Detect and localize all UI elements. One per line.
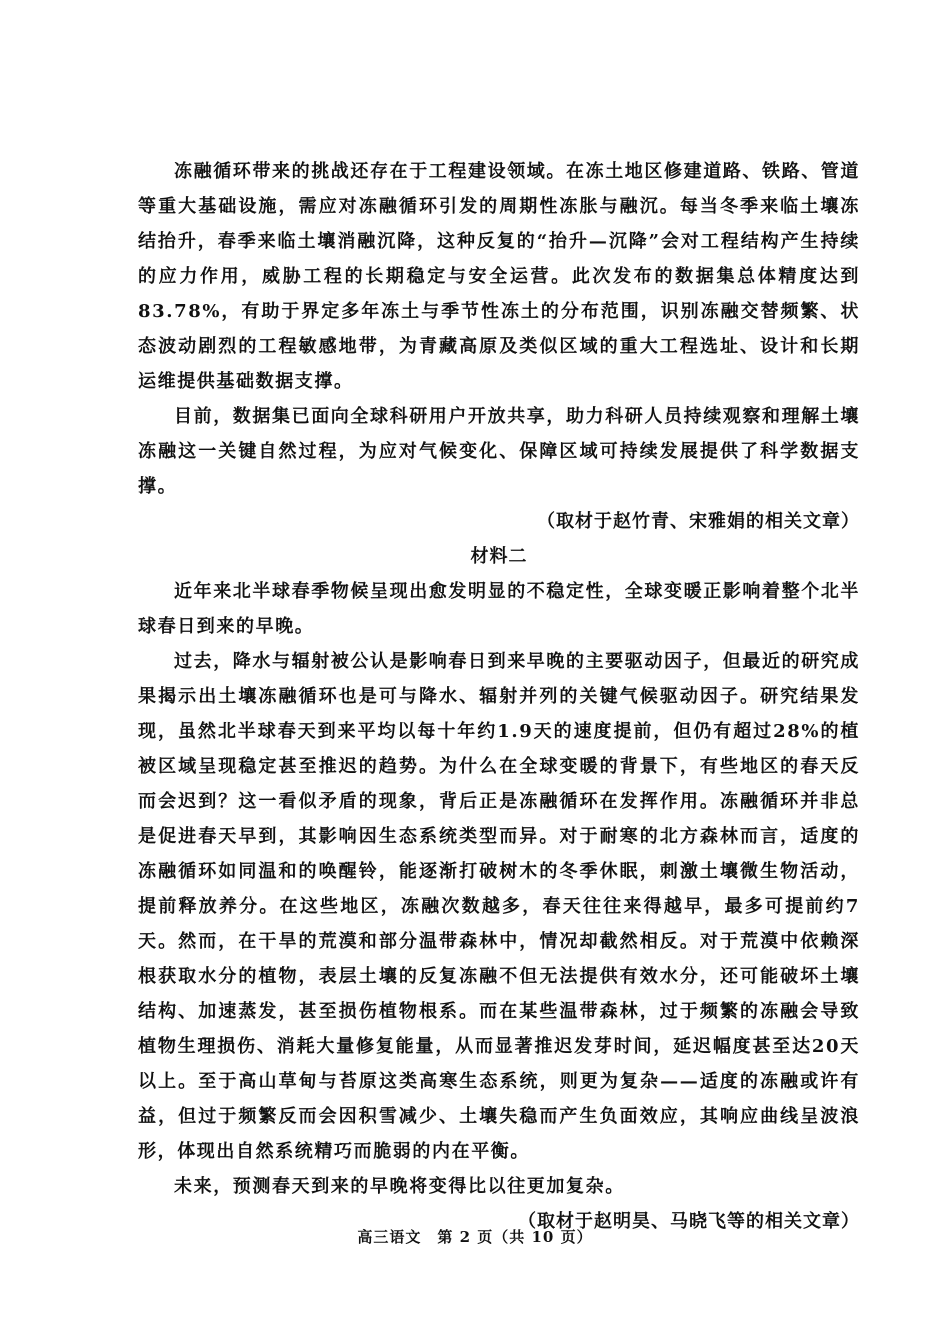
material1-paragraph-1: 冻融循环带来的挑战还存在于工程建设领域。在冻土地区修建道路、铁路、管道等重大基础设施，需应对冻融循环引发的周期性冻胀与融沉。每当冬季来临土壤冻结抬升，春季来临土壤消融沉降，这种反复的“抬升—沉降”会对工程结构产生持续的应力作用，威胁工程的长期稳定与安全运营。此次发布的数据集总体精度达到83.78%，有助于界定多年冻土与季节性冻土的分布范围，识别冻融交替频繁、状态波动剧烈的工程敏感地带，为青藏高原及类似区域的重大工程选址、设计和长期运维提供基础数据支撑。 xyxy=(138,161,860,392)
material1-paragraph-2: 目前，数据集已面向全球科研用户开放共享，助力科研人员持续观察和理解土壤冻融这一关键自然过程，为应对气候变化、保障区域可持续发展提供了科学数据支撑。 xyxy=(138,406,860,497)
material2-paragraph-1: 近年来北半球春季物候呈现出愈发明显的不稳定性，全球变暖正影响着整个北半球春日到来的早晚。 xyxy=(138,581,860,637)
material2-paragraph-2: 过去，降水与辐射被公认是影响春日到来早晚的主要驱动因子，但最近的研究成果揭示出土壤冻融循环也是可与降水、辐射并列的关键气候驱动因子。研究结果发现，虽然北半球春天到来平均以每十年约1.9天的速度提前，但仍有超过28%的植被区域呈现稳定甚至推迟的趋势。为什么在全球变暖的背景下，有些地区的春天反而会迟到？这一看似矛盾的现象，背后正是冻融循环在发挥作用。冻融循环并非总是促进春天早到，其影响因生态系统类型而异。对于耐寒的北方森林而言，适度的冻融循环如同温和的唤醒铃，能逐渐打破树木的冬季休眠，刺激土壤微生物活动，提前释放养分。在这些地区，冻融次数越多，春天往往来得越早，最多可提前约7天。然而，在干旱的荒漠和部分温带森林中，情况却截然相反。对于荒漠中依赖深根获取水分的植物，表层土壤的反复冻融不但无法提供有效水分，还可能破坏土壤结构、加速蒸发，甚至损伤植物根系。而在某些温带森林，过于频繁的冻融会导致植物生理损伤、消耗大量修复能量，从而显著推迟发芽时间，延迟幅度甚至达20天以上。至于高山草甸与苔原这类高寒生态系统，则更为复杂——适度的冻融或许有益，但过于频繁反而会因积雪减少、土壤失稳而产生负面效应，其响应曲线呈波浪形，体现出自然系统精巧而脆弱的内在平衡。 xyxy=(138,651,860,1162)
material2-title: 材料二 xyxy=(470,546,528,567)
page-footer: 高三语文 第 2 页（共 10 页） xyxy=(357,1228,593,1246)
material2-source: （取材于赵明昊、马晓飞等的相关文章） xyxy=(518,1211,860,1232)
material1-source: （取材于赵竹青、宋雅娟的相关文章） xyxy=(537,511,860,532)
page-content xyxy=(138,154,860,1239)
material2-paragraph-3: 未来，预测春天到来的早晚将变得比以往更加复杂。 xyxy=(174,1176,625,1197)
